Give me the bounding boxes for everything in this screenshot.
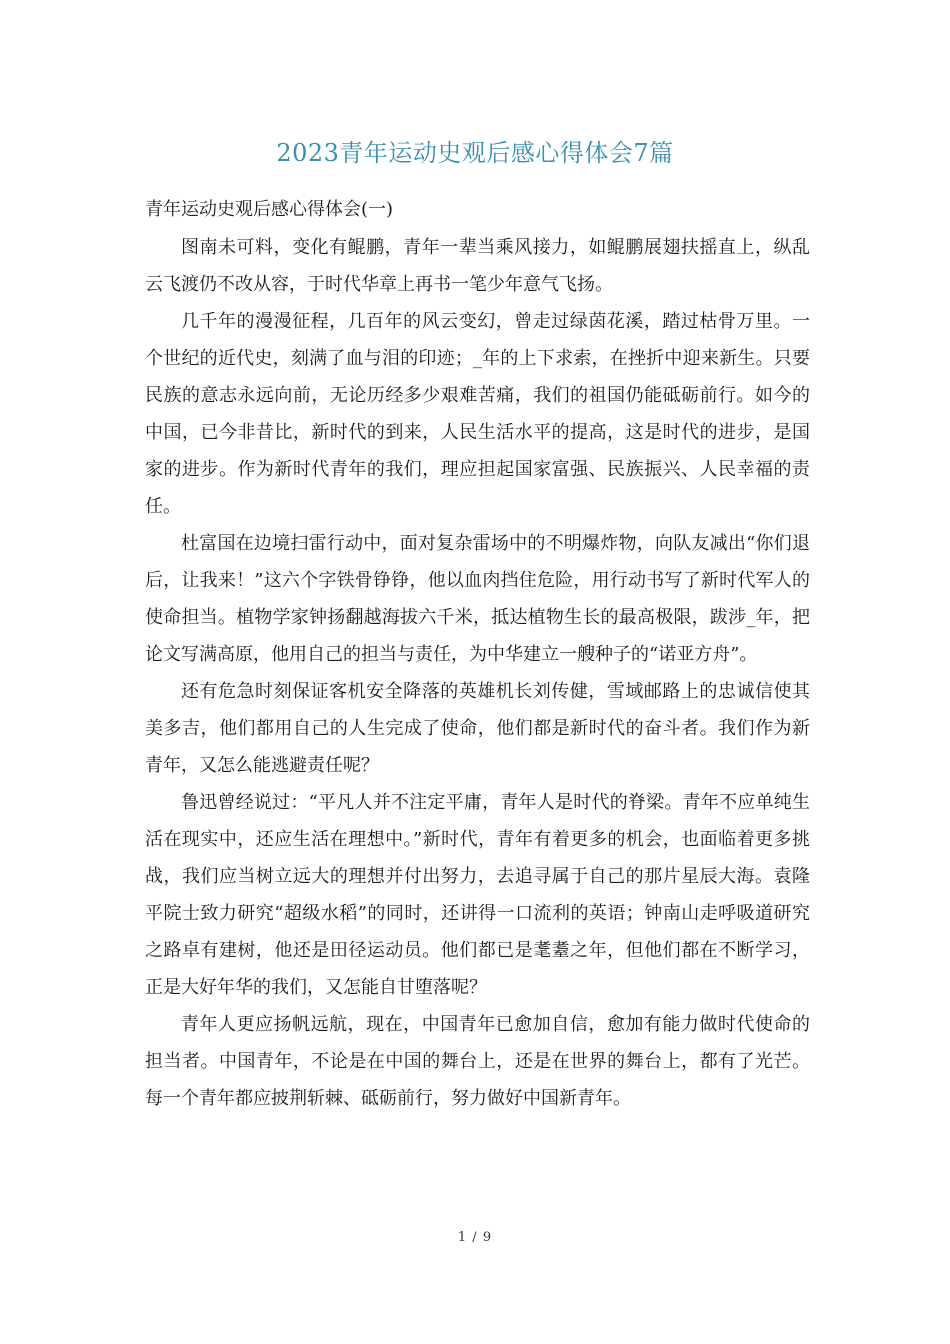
paragraph-3: 杜富国在边境扫雷行动中，面对复杂雷场中的不明爆炸物，向队友减出“你们退后，让我来！”这六个字铁骨铮铮，他以血肉挡住危险，用行动书写了新时代军人的使命担当。植物学家钟扬翻越海拔六千米，抵达植物生长的最高极限，跋涉_年，把论文写满高原，他用自己的担当与责任，为中华建立一艘种子的“诺亚方舟”。 — [145, 533, 810, 665]
page-number: 1 / 9 — [457, 1230, 493, 1245]
paragraph-2: 几千年的漫漫征程，几百年的风云变幻，曾走过绿茵花溪，踏过枯骨万里。一个世纪的近代史，刻满了血与泪的印迹；_年的上下求索，在挫折中迎来新生。只要民族的意志永远向前，无论历经多少艰难苦痛，我们的祖国仍能砥砺前行。如今的中国，已今非昔比，新时代的到来，人民生活水平的提高，这是时代的进步，是国家的进步。作为新时代青年的我们，理应担起国家富强、民族振兴、人民幸福的责任。 — [145, 311, 810, 517]
paragraph-6: 青年人更应扬帆远航，现在，中国青年已愈加自信，愈加有能力做时代使命的担当者。中国青年，不论是在中国的舞台上，还是在世界的舞台上，都有了光芒。每一个青年都应披荆斩棘、砥砺前行，努力做好中国新青年。 — [145, 1014, 810, 1109]
paragraph-1: 图南未可料，变化有鲲鹏，青年一辈当乘风接力，如鲲鹏展翅扶摇直上，纵乱云飞渡仍不改从容，于时代华章上再书一笔少年意气飞扬。 — [145, 237, 810, 295]
document-body — [145, 191, 810, 1117]
paragraph-5: 鲁迅曾经说过：“平凡人并不注定平庸，青年人是时代的脊梁。青年不应单纯生活在现实中，还应生活在理想中。”新时代，青年有着更多的机会，也面临着更多挑战，我们应当树立远大的理想并付出努力，去追寻属于自己的那片星辰大海。袁隆平院士致力研究“超级水稻”的同时，还讲得一口流利的英语；钟南山走呼吸道研究之路卓有建树，他还是田径运动员。他们都已是耄耋之年，但他们都在不断学习，正是大好年华的我们，又怎能自甘堕落呢？ — [145, 792, 810, 998]
document-title: 2023青年运动史观后感心得体会7篇 — [276, 139, 674, 167]
section-heading: 青年运动史观后感心得体会(一) — [145, 199, 394, 220]
paragraph-4: 还有危急时刻保证客机安全降落的英雄机长刘传健，雪域邮路上的忠诚信使其美多吉，他们都用自己的人生完成了使命，他们都是新时代的奋斗者。我们作为新青年，又怎么能逃避责任呢？ — [145, 681, 810, 776]
